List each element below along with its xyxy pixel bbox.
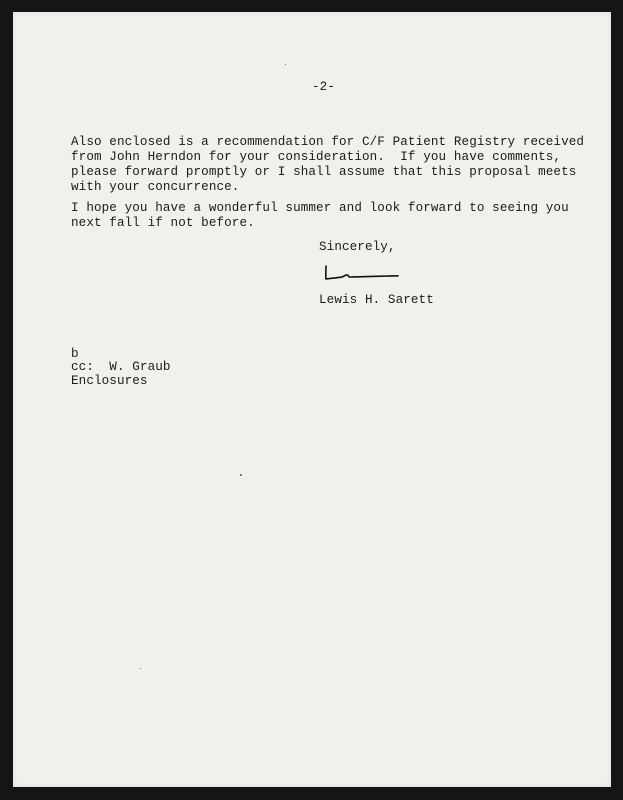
- typist-initial: b: [71, 347, 79, 361]
- letter-page: [13, 12, 611, 787]
- paragraph-1-line-1: Also enclosed is a recommendation for C/F Patient Registry received: [71, 135, 585, 149]
- paper-speck: [140, 668, 141, 669]
- paragraph-1-line-4: with your concurrence.: [71, 180, 240, 194]
- signer-name: Lewis H. Sarett: [319, 293, 434, 307]
- paper-speck: [285, 64, 286, 65]
- cc-line: cc: W. Graub: [71, 360, 171, 374]
- signature: [323, 262, 403, 284]
- paper-speck: [240, 474, 242, 476]
- paragraph-2-line-1: I hope you have a wonderful summer and look forward to seeing you: [71, 201, 569, 215]
- closing: Sincerely,: [319, 240, 396, 254]
- enclosures-line: Enclosures: [71, 374, 148, 388]
- paragraph-1-line-2: from John Herndon for your consideration. If you have comments,: [71, 150, 562, 164]
- page-number: -2-: [312, 80, 335, 94]
- paragraph-2-line-2: next fall if not before.: [71, 216, 255, 230]
- paragraph-1-line-3: please forward promptly or I shall assume that this proposal meets: [71, 165, 577, 179]
